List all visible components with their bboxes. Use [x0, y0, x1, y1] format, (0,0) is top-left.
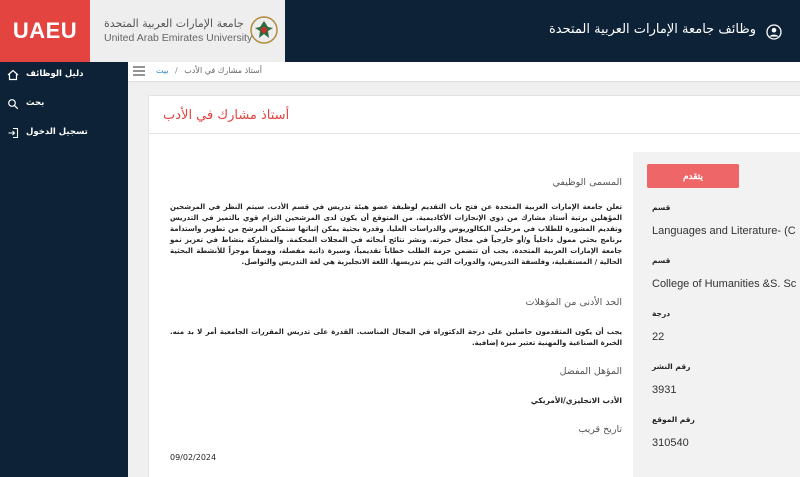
min-qualifications-heading: الحد الأدنى من المؤهلات	[525, 297, 622, 308]
posting-number-value: 3931	[652, 384, 677, 396]
close-date: 09/02/2024	[170, 453, 217, 462]
department-label: قسم	[652, 203, 671, 212]
grade-label: درجة	[652, 309, 671, 318]
university-logo[interactable]	[90, 0, 285, 62]
job-description: تعلن جامعة الإمارات العربية المتحدة عن فتح باب التقديم لوظيفة عضو هيئة تدريس في قسم الأدب. سيتم النظر في المرشحين المؤهلين برتبة أستاذ مشارك من ذوي الإنجازات الأكاديمية. من المتوقع أن يكون لدى المرشحين التزام قوي بالتميز في التدريس وتقديم المشورة للطلاب في مرحلتي البكالوريوس والدراسات العليا. وقدرة بحثية يمكن إثباتها ستمكن المرشح من تطوير واستدامة برنامج بحثي ممول داخلياً و/أو خارجياً في مجال خبرته. ونشر نتائج أبحاثه في المجلات المحكمة. والمشاركة بنشاط في تعزيز نمو جامعة الإمارات العربية المتحدة. يجب أن تتضمن حزمة الطلب خطاباً تقديمياً، وسيرة ذاتية مفصلة، ووصفاً موجزاً للأنشطة البحثية الحالية / المستقبلية، وفلسفة التدريس، والدورات التي يتم تدريسها. اللغة الانجليزية هي لغة التدريس والتواصل.	[170, 203, 622, 266]
position-number-value: 310540	[652, 437, 689, 449]
university-name	[104, 17, 252, 45]
home-icon	[7, 69, 19, 81]
site-title: وظائف جامعة الإمارات العربية المتحدة	[548, 22, 756, 37]
sidebar-item-label: بحث	[26, 98, 45, 108]
close-date-heading: تاريخ قريب	[578, 424, 622, 435]
grade-value: 22	[652, 331, 665, 343]
job-info-sidebar	[633, 152, 800, 477]
user-icon[interactable]	[766, 24, 782, 40]
breadcrumb-separator: /	[175, 66, 178, 75]
login-icon	[7, 127, 19, 139]
min-qualifications: يجب أن يكون المتقدمون حاصلين على درجة الدكتوراه في المجال المناسب. القدرة على تدريس المقررات الجامعية أمر لا بد منه. الخبرة الصناعية والمهنية تعتبر ميزة إضافية.	[170, 328, 622, 347]
breadcrumb-trail	[156, 66, 262, 75]
university-name-en: United Arab Emirates University	[104, 32, 253, 44]
search-icon	[7, 98, 19, 110]
breadcrumb-current: أستاذ مشارك في الأدب	[184, 66, 262, 75]
brand-text: UAEU	[12, 18, 78, 43]
department-value: Languages and Literature- (C	[652, 225, 796, 237]
position-number-label: رقم الموقع	[652, 415, 695, 424]
job-title-heading: المسمى الوظيفي	[552, 177, 622, 188]
page-title: أستاذ مشارك في الأدب	[163, 108, 290, 123]
sidebar-item-search[interactable]	[0, 94, 128, 116]
sidebar-item-label: دليل الوظائف	[26, 69, 84, 79]
hamburger-menu-icon[interactable]	[133, 65, 145, 77]
breadcrumb-home-link[interactable]: بيت	[156, 66, 169, 75]
brand-logo[interactable]	[0, 0, 90, 62]
page-title-bar	[149, 96, 800, 134]
college-label: قسم	[652, 256, 671, 265]
breadcrumb	[128, 62, 800, 82]
top-bar	[0, 0, 800, 62]
college-value: College of Humanities &S. Sc	[652, 278, 797, 290]
posting-number-label: رقم النشر	[652, 362, 691, 371]
preferred-qualification: الأدب الانجليزي/الأمريكي	[530, 396, 622, 405]
falcon-crest-icon	[249, 15, 279, 45]
sidebar-item-job-guide[interactable]	[0, 65, 128, 87]
preferred-qualification-heading: المؤهل المفضل	[559, 366, 622, 377]
sidebar-item-label: تسجيل الدخول	[26, 127, 88, 137]
sidebar	[0, 62, 128, 477]
apply-button[interactable]: يتقدم	[647, 164, 739, 188]
university-name-ar: جامعة الإمارات العربية المتحدة	[104, 17, 244, 30]
sidebar-item-login[interactable]	[0, 123, 128, 145]
